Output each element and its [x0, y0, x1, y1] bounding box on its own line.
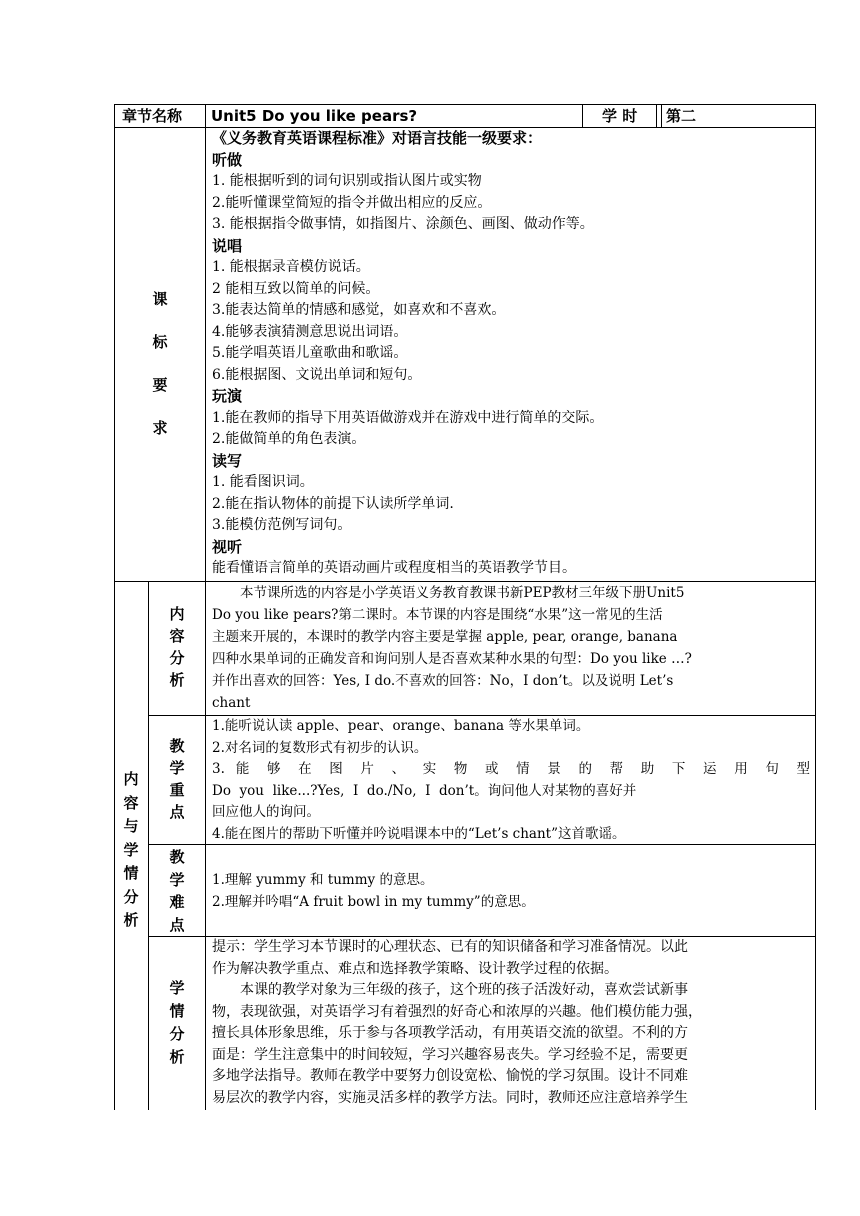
standard-item: 2.能在指认物体的前提下认读所学单词.: [212, 495, 454, 512]
outer-char: 情: [123, 864, 139, 882]
label-char: 重: [169, 781, 185, 799]
standard-item: 3.能模仿范例写词句。: [212, 517, 352, 533]
learner-line: 作为解决教学重点、难点和选择教学策略、设计教学过程的依据。: [212, 960, 618, 977]
content-line: 并作出喜欢的回答：Yes, I do.不喜欢的回答：No，I don’t。以及说明 Let’s: [212, 673, 674, 689]
key-point-line: 1.能听说认读 apple、pear、orange、banana 等水果单词。: [212, 718, 590, 734]
table-border-top: [114, 104, 816, 105]
learner-line: 本课的教学对象为三年级的孩子，这个班的孩子活泼好动，喜欢尝试新事: [240, 982, 688, 998]
label-char: 难: [169, 893, 185, 911]
outer-char: 分: [123, 887, 139, 906]
key-points-label: [150, 735, 204, 823]
standard-item: 2.能听懂课堂简短的指令并做出相应的反应。: [212, 194, 492, 211]
section-heading: 玩演: [212, 387, 243, 405]
outer-char: 析: [123, 911, 139, 929]
label-char: 学: [169, 870, 185, 889]
outer-label-divider: [148, 581, 149, 1110]
content-line: Do you like pears?第二课时。本节课的内容是围绕“水果”这一常见的生活: [212, 607, 663, 623]
label-char: 点: [169, 803, 185, 821]
difficulty-line: 2.理解并吟唱“A fruit bowl in my tummy”的意思。: [212, 894, 535, 910]
label-char: 分: [169, 649, 185, 667]
header-divider-c: [661, 104, 662, 127]
learner-line: 擅长具体形象思维，乐于参与各项教学活动，有用英语交流的欲望。不利的方: [212, 1025, 688, 1041]
chapter-name-label: 章节名称: [122, 107, 183, 125]
key-point-line: 回应他人的询问。: [212, 804, 320, 820]
learner-line: 物，表现欲强，对英语学习有着强烈的好奇心和浓厚的兴趣。他们模仿能力强，: [212, 1003, 702, 1020]
section-heading: 视听: [212, 537, 243, 556]
label-char: 析: [169, 1048, 185, 1066]
header-divider-a: [582, 104, 583, 127]
label-char: 情: [169, 1002, 185, 1020]
side-char: 标: [152, 333, 168, 351]
standard-item: 1. 能根据录音模仿说话。: [212, 259, 370, 275]
standard-item: 1. 能看图识词。: [212, 474, 314, 490]
table-border-left: [114, 104, 115, 1110]
label-column-divider: [205, 104, 206, 581]
learner-analysis-label: [150, 977, 204, 1069]
learner-line: 多地学法指导。教师在教学中要努力创设宽松、愉悦的学习氛围。设计不同难: [212, 1068, 688, 1084]
outer-char: 内: [123, 770, 139, 788]
label-char: 内: [169, 605, 185, 623]
content-line: chant: [212, 695, 251, 711]
content-line: 主题来开展的，本课时的教学内容主要是掌握 apple, pear, orange, banana: [212, 629, 678, 645]
key-point-line: 3. 能 够 在 图 片 、 实 物 或 情 景 的 帮 助 下 运 用 句 型: [212, 761, 810, 777]
standards-title: 《义务教育英语课程标准》对语言技能一级要求：: [212, 129, 543, 147]
label-char: 教: [169, 848, 185, 866]
section-heading: 听做: [212, 150, 243, 169]
sub-label-divider: [205, 581, 206, 1110]
difficulties-label: [150, 846, 204, 936]
standard-item: 5.能学唱英语儿童歌曲和歌谣。: [212, 345, 408, 361]
side-char: 要: [152, 376, 168, 394]
standard-item: 6.能根据图、文说出单词和短句。: [212, 366, 422, 383]
difficulties-body: [212, 869, 810, 913]
learner-analysis-body: [212, 937, 810, 1109]
label-char: 点: [169, 915, 185, 934]
analysis-outer-label: [116, 768, 146, 933]
content-line: 本节课所选的内容是小学英语义务教育教课书新PEP教材三年级下册Unit5: [240, 585, 685, 601]
label-char: 教: [169, 737, 185, 755]
standard-item: 2 能相互致以简单的问候。: [212, 280, 380, 297]
key-points-body: [212, 716, 810, 845]
standards-body: [212, 128, 812, 580]
label-char: 学: [169, 979, 185, 997]
side-char: 课: [152, 290, 168, 308]
section-heading: 说唱: [212, 236, 243, 255]
key-point-line: Do you like...?Yes, I do./No, I don’t。询问他人对某物的喜好并: [212, 782, 637, 799]
learner-line: 面是：学生注意集中的时间较短，学习兴趣容易丧失。学习经验不足，需要更: [212, 1046, 688, 1063]
side-char: 求: [152, 419, 168, 437]
outer-char: 学: [123, 840, 139, 859]
content-analysis-body: [212, 582, 810, 714]
standard-item: 4.能够表演猜测意思说出词语。: [212, 323, 408, 340]
table-border-right: [815, 104, 816, 1110]
key-point-line: 4.能在图片的帮助下听懂并吟说唱课本中的“Let’s chant”这首歌谣。: [212, 825, 626, 842]
standard-item: 1. 能根据听到的词句识别或指认图片或实物: [212, 173, 482, 189]
standard-item: 1.能在教师的指导下用英语做游戏并在游戏中进行简单的交际。: [212, 409, 604, 426]
label-char: 容: [169, 627, 185, 645]
label-char: 分: [169, 1025, 185, 1043]
standards-side-label: [143, 288, 177, 460]
standard-item: 2.能做简单的角色表演。: [212, 431, 366, 447]
label-char: 学: [169, 759, 185, 777]
period-value: 第二: [666, 107, 697, 125]
period-label: 学 时: [602, 107, 638, 125]
content-analysis-label: [150, 603, 204, 691]
standard-item: 能看懂语言简单的英语动画片或程度相当的英语教学节目。: [212, 560, 576, 576]
content-line: 四种水果单词的正确发音和询问别人是否喜欢某种水果的句型：Do you like …?: [212, 651, 692, 667]
learner-line: 提示：学生学习本节课时的心理状态、已有的知识储备和学习准备情况。以此: [212, 939, 688, 955]
standard-item: 3.能表达简单的情感和感觉，如喜欢和不喜欢。: [212, 302, 506, 318]
difficulty-line: 1.理解 yummy 和 tummy 的意思。: [212, 872, 434, 888]
outer-char: 与: [123, 817, 139, 835]
section-heading: 读写: [212, 451, 243, 470]
header-divider-b: [656, 104, 657, 127]
standard-item: 3. 能根据指令做事情，如指图片、涂颜色、画图、做动作等。: [212, 216, 594, 232]
chapter-name-value: Unit5 Do you like pears?: [211, 107, 418, 125]
key-point-line: 2.对名词的复数形式有初步的认识。: [212, 739, 428, 756]
outer-char: 容: [123, 793, 139, 812]
learner-line: 易层次的教学内容，实施灵活多样的教学方法。同时，教师还应注意培养学生: [212, 1089, 688, 1106]
label-char: 析: [169, 671, 185, 689]
